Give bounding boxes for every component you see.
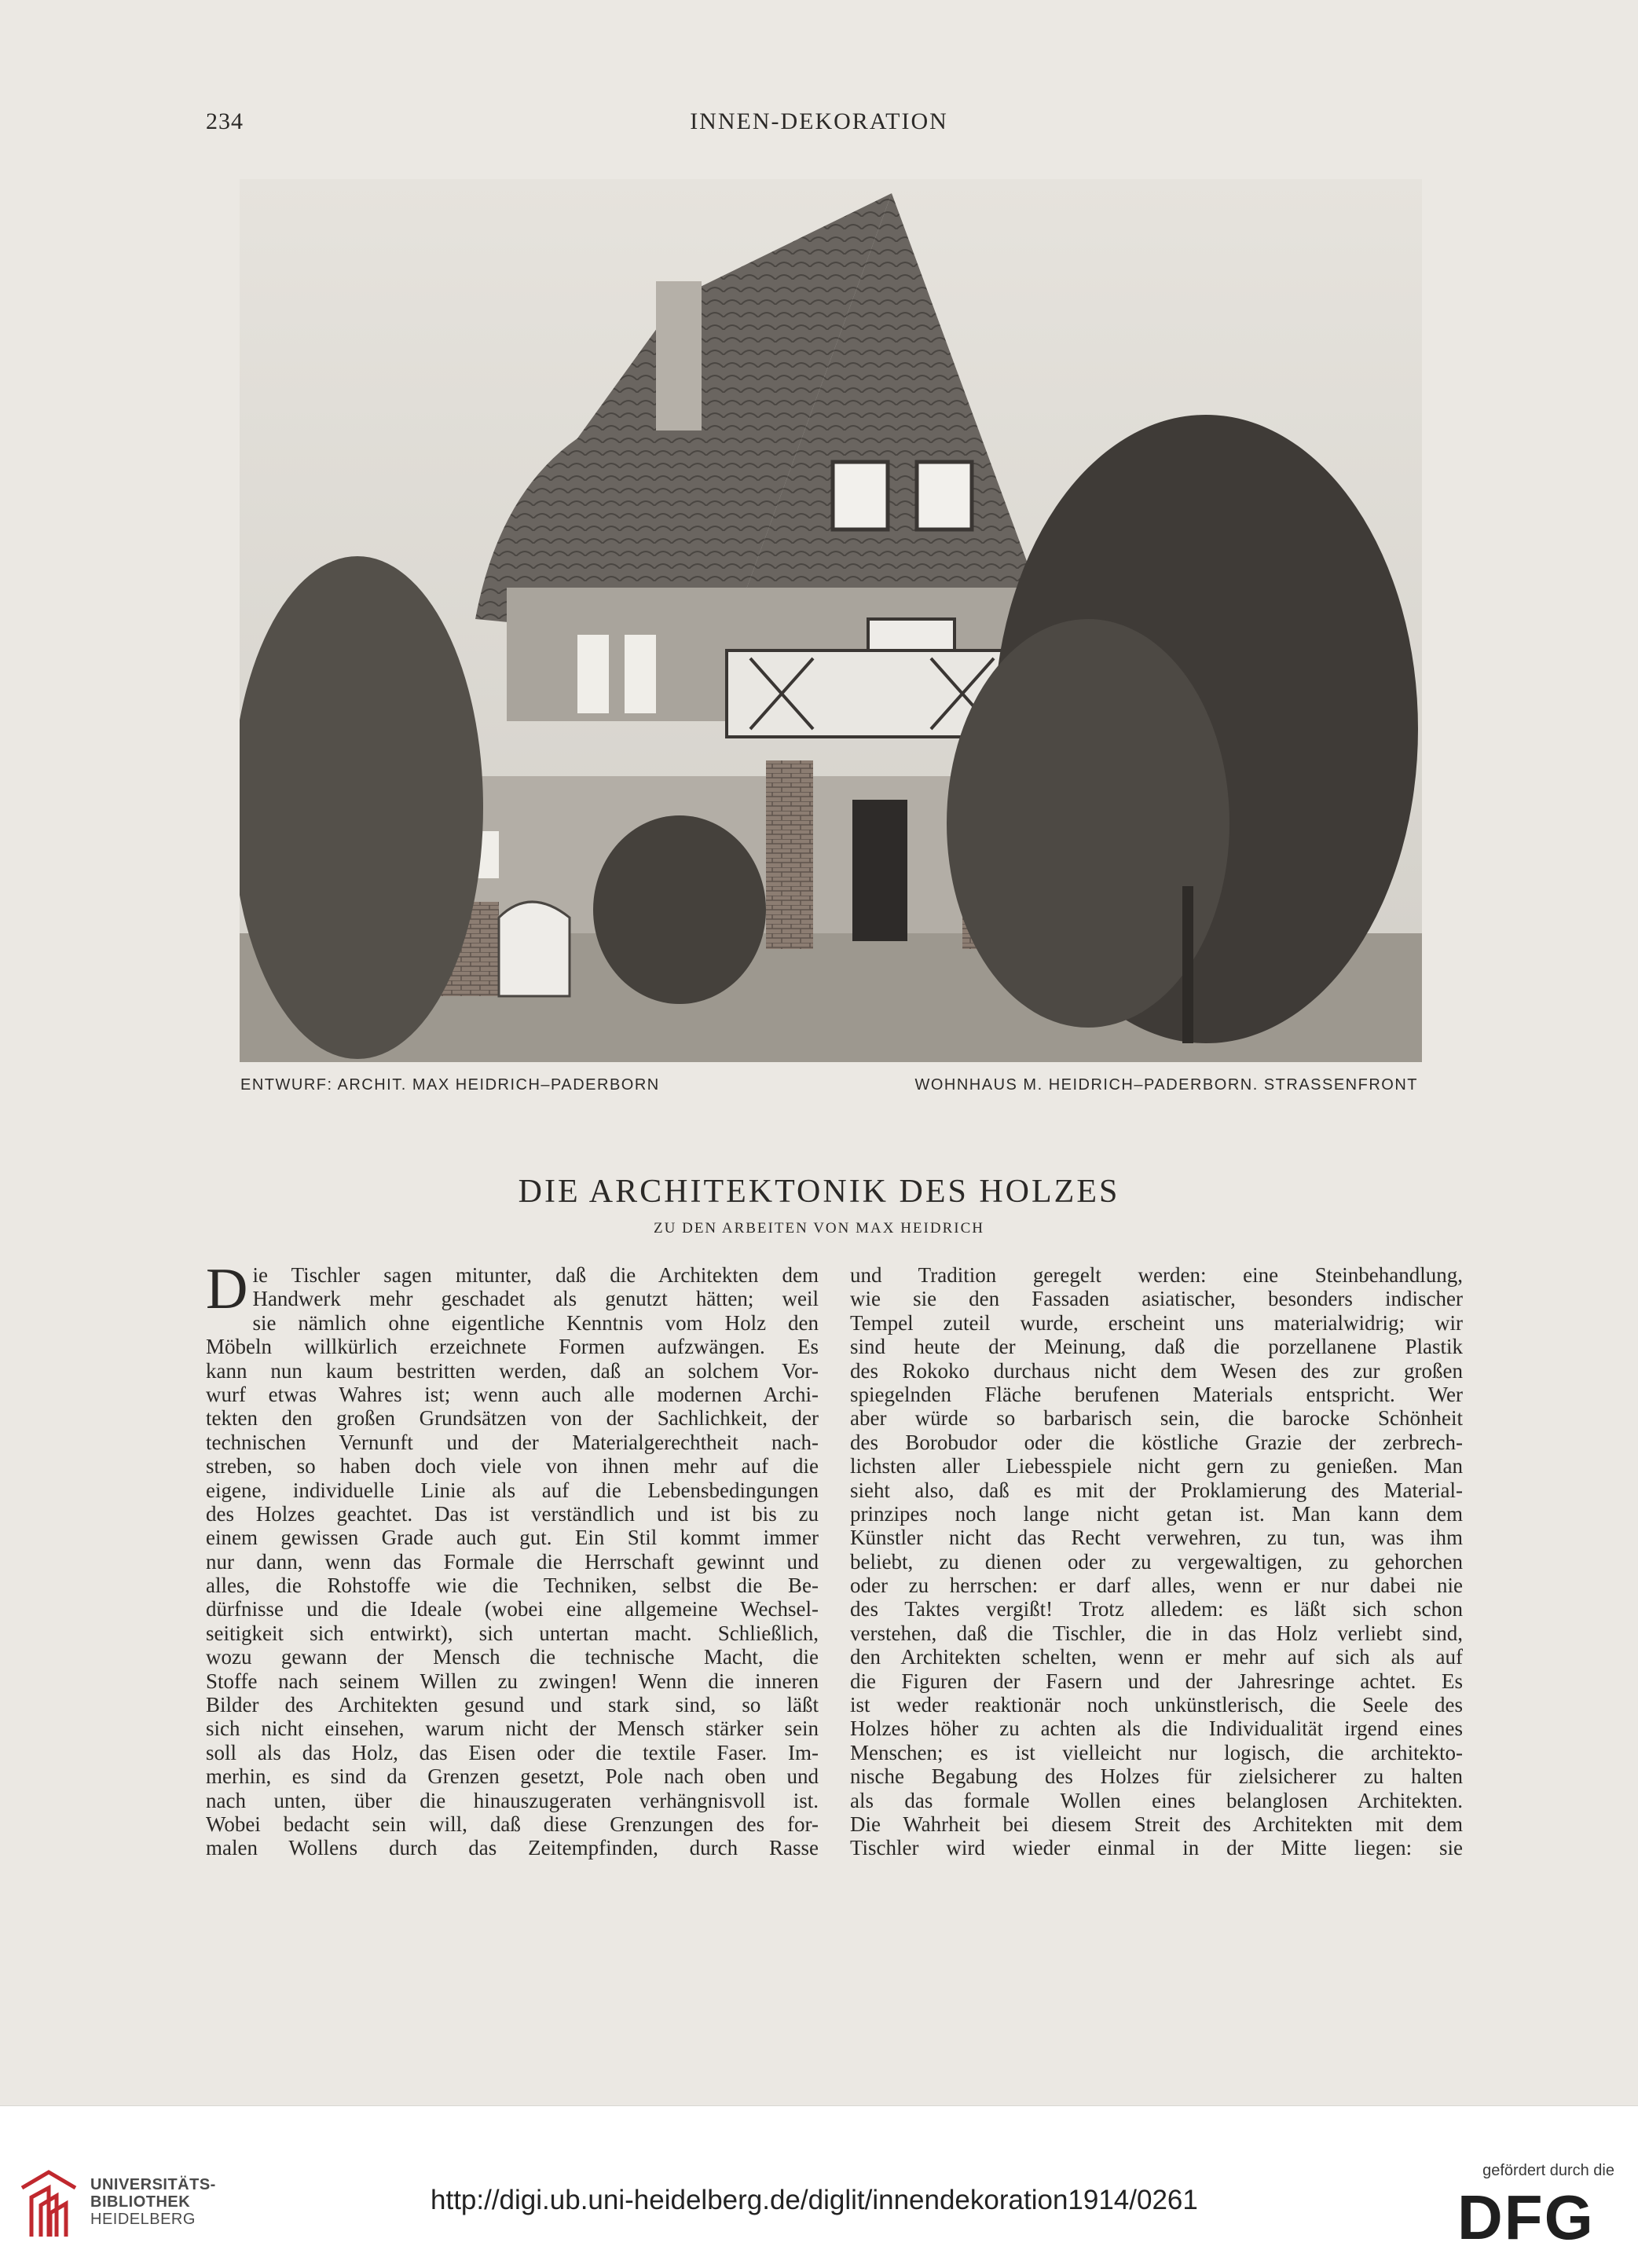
library-name-line-1: UNIVERSITÄTS-	[90, 2176, 216, 2193]
right_column-line: des Taktes vergißt! Trotz alledem: es läßt sich schon	[850, 1597, 1463, 1621]
left_column-line: seitigkeit sich entwirkt), sich untertan macht. Schließlich,	[206, 1621, 819, 1645]
running-head	[0, 108, 1638, 140]
left_column-line: Möbeln willkürlich erzeichnete Formen aufzwängen. Es	[206, 1335, 819, 1359]
right_column-line: Tischler wird wieder einmal in der Mitte liegen: sie	[850, 1836, 1463, 1860]
right_column-line: des Borobudor oder die köstliche Grazie der zerbrech-	[850, 1430, 1463, 1454]
library-name-line-2: BIBLIOTHEK	[90, 2193, 191, 2211]
right_column-line: sieht also, daß es mit der Proklamierung des Material-	[850, 1478, 1463, 1502]
right_column-line: prinzipes noch lange nicht getan ist. Man kann dem	[850, 1501, 1463, 1526]
right_column-line: den Architekten schelten, wenn er mehr auf sich als auf	[850, 1645, 1463, 1669]
left_column-line: sich nicht einsehen, warum nicht der Mensch stärker sein	[206, 1717, 819, 1741]
library-name-line-3: HEIDELBERG	[90, 2211, 196, 2228]
left_column-line: eigene, individuelle Linie als auf die Lebensbedingungen	[206, 1478, 819, 1502]
right_column-line: Tempel zuteil wurde, erscheint uns materialwidrig; wir	[850, 1310, 1463, 1335]
right_column-line: aber würde so barbarisch sein, die barocke Schönheit	[850, 1406, 1463, 1431]
right_column-line: verstehen, daß die Tischler, die in das Holz verliebt sind,	[850, 1621, 1463, 1645]
right_column-line: Menschen; es ist vielleicht nur logisch, die architekto-	[850, 1740, 1463, 1764]
left_column-line: tekten den großen Grundsätzen von der Sachlichkeit, der	[206, 1406, 819, 1431]
left_column-line: ie Tischler sagen mitunter, daß die Architekten dem	[252, 1263, 819, 1287]
caption-architect: ENTWURF: ARCHIT. MAX HEIDRICH–PADERBORN	[240, 1076, 660, 1094]
house-photo-illustration	[240, 179, 1422, 1062]
dfg-logo-text: DFG	[1457, 2186, 1595, 2247]
left_column-line: Bilder des Architekten gesund und stark sind, so läßt	[206, 1693, 819, 1717]
caption-house: WOHNHAUS M. HEIDRICH–PADERBORN. STRASSENFRONT	[914, 1076, 1418, 1094]
left_column-line: des Holzes geachtet. Das ist verständlich und ist bis zu	[206, 1501, 819, 1526]
university-library-logo-icon	[17, 2164, 80, 2241]
right_column-line: lichsten aller Liebesspiele nicht gern zu genießen. Man	[850, 1454, 1463, 1478]
right_column-line: die Figuren der Fasern und der Jahresringe achtet. Es	[850, 1669, 1463, 1693]
right_column-line: beliebt, zu dienen oder zu vergewaltigen, zu gehorchen	[850, 1549, 1463, 1574]
university-library-name	[90, 2176, 216, 2228]
left_column-line: wozu gewann der Mensch die technische Macht, die	[206, 1645, 819, 1669]
permalink-url[interactable]: http://digi.ub.uni-heidelberg.de/diglit/innendekoration1914/0261	[431, 2185, 1198, 2215]
left_column-line: merhin, es sind da Grenzen gesetzt, Pole nach oben und	[206, 1764, 819, 1789]
right_column-line: Künstler nicht das Recht verwehren, zu tun, was ihm	[850, 1526, 1463, 1550]
left_column-line: streben, so haben doch viele von ihnen mehr auf die	[206, 1454, 819, 1478]
article-title: DIE ARCHITEKTONIK DES HOLZES	[518, 1174, 1120, 1210]
dfg-logo-icon	[1457, 2186, 1614, 2247]
right_column-line: Holzes höher zu achten als die Individualität irgend eines	[850, 1717, 1463, 1741]
left_column-line: dürfnisse und die Ideale (wobei eine allgemeine Wechsel-	[206, 1597, 819, 1621]
article-subtitle: ZU DEN ARBEITEN VON MAX HEIDRICH	[654, 1220, 984, 1237]
left_column-line: nur dann, wenn das Formale die Herrschaft gewinnt und	[206, 1549, 819, 1574]
left_column-line: Wobei bedacht sein will, daß diese Grenzungen des for-	[206, 1812, 819, 1836]
page-number: 234	[206, 108, 244, 134]
text-column-right	[850, 1263, 1463, 1860]
left_column-line: soll als das Holz, das Eisen oder die textile Faser. Im-	[206, 1740, 819, 1764]
right_column-line: oder zu herrschen: er darf alles, wenn er nur dabei nie	[850, 1574, 1463, 1598]
left_column-line: technischen Vernunft und der Materialgerechtheit nach-	[206, 1430, 819, 1454]
right_column-line: und Tradition geregelt werden: eine Steinbehandlung,	[850, 1263, 1463, 1287]
left_column-line: einem gewissen Grade auch gut. Ein Stil kommt immer	[206, 1526, 819, 1550]
dropcap: D	[206, 1257, 248, 1321]
left_column-line: nach unten, über die hinauszugeraten verhängnisvoll ist.	[206, 1788, 819, 1812]
right_column-line: wie sie den Fassaden asiatischer, besonders indischer	[850, 1287, 1463, 1311]
right_column-line: spiegelnden Fläche berufenen Materials entspricht. Wer	[850, 1382, 1463, 1406]
right_column-line: Die Wahrheit bei diesem Streit des Architekten mit dem	[850, 1812, 1463, 1836]
left_column-line: kann nun kaum bestritten werden, daß an solchem Vor-	[206, 1358, 819, 1383]
left_column-line: Handwerk mehr geschadet als genutzt hätten; weil	[252, 1287, 819, 1311]
left_column-line: wurf etwas Wahres ist; wenn auch alle modernen Archi-	[206, 1382, 819, 1406]
left_column-line: sie nämlich ohne eigentliche Kenntnis vom Holz den	[252, 1310, 819, 1335]
house-photograph	[240, 179, 1422, 1062]
text-column-left	[206, 1257, 819, 1860]
right_column-line: sind heute der Meinung, daß die porzellanene Plastik	[850, 1335, 1463, 1359]
journal-title: INNEN-DEKORATION	[690, 108, 948, 134]
right_column-line: als das formale Wollen eines belanglosen Architekten.	[850, 1788, 1463, 1812]
right_column-line: ist weder reaktionär noch unkünstlerisch, die Seele des	[850, 1693, 1463, 1717]
left_column-line: alles, die Rohstoffe wie die Techniken, selbst die Be-	[206, 1574, 819, 1598]
funder-label: gefördert durch die	[1482, 2162, 1614, 2179]
left_column-line: Stoffe nach seinem Willen zu zwingen! Wenn die inneren	[206, 1669, 819, 1693]
left_column-line: malen Wollens durch das Zeitempfinden, durch Rasse	[206, 1836, 819, 1860]
right_column-line: des Rokoko durchaus nicht dem Wesen des zur großen	[850, 1358, 1463, 1383]
right_column-line: nische Begabung des Holzes für zielsicherer zu halten	[850, 1764, 1463, 1789]
